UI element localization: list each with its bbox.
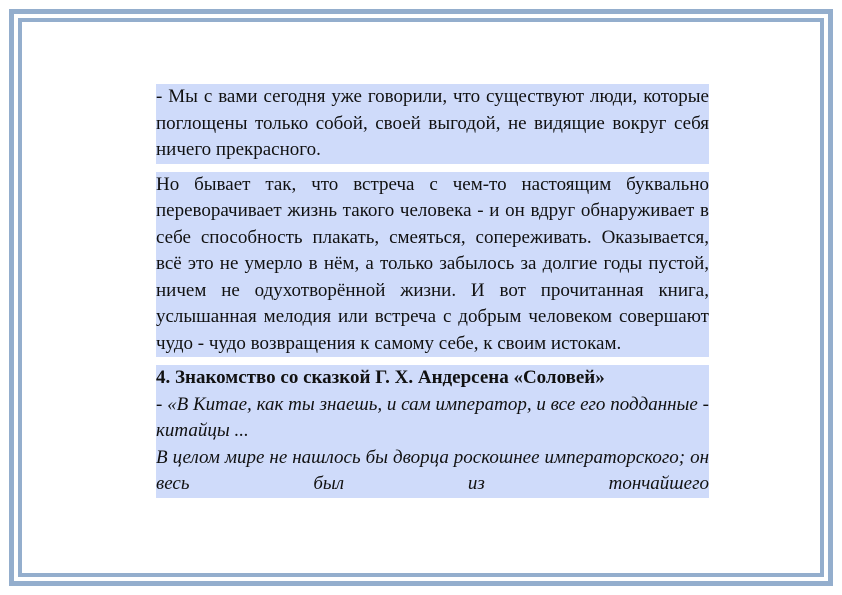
paragraph-intro: - Мы с вами сегодня уже говорили, что существуют люди, которые поглощены только собой, своей выгодой, не видящие вокруг себя ничего прекрасного. [156, 84, 709, 164]
quote-line-1: - «В Китае, как ты знаешь, и сам император, и все его подданные - китайцы ... [156, 392, 709, 445]
paragraph-gap [156, 357, 709, 365]
quote-line-2: В целом мире не нашлось бы дворца роскошнее императорского; он весь был из тончайшего [156, 445, 709, 498]
text-block [156, 84, 709, 550]
paragraph-main: Но бывает так, что встреча с чем-то настоящим буквально переворачивает жизнь такого человека - и он вдруг обнаруживает в себе способность плакать, смеяться, сопереживать. Оказывается, всё это не умерло в нём, а только забылось за долгие годы пустой, ничем не одухотворённой жизни. И вот прочитанная книга, услышанная мелодия или встреча с добрым человеком совершают чудо - чудо возвращения к самому себе, к своим истокам. [156, 172, 709, 358]
paragraph-gap [156, 164, 709, 172]
section-heading: 4. Знакомство со сказкой Г. Х. Андерсена «Соловей» [156, 365, 709, 392]
